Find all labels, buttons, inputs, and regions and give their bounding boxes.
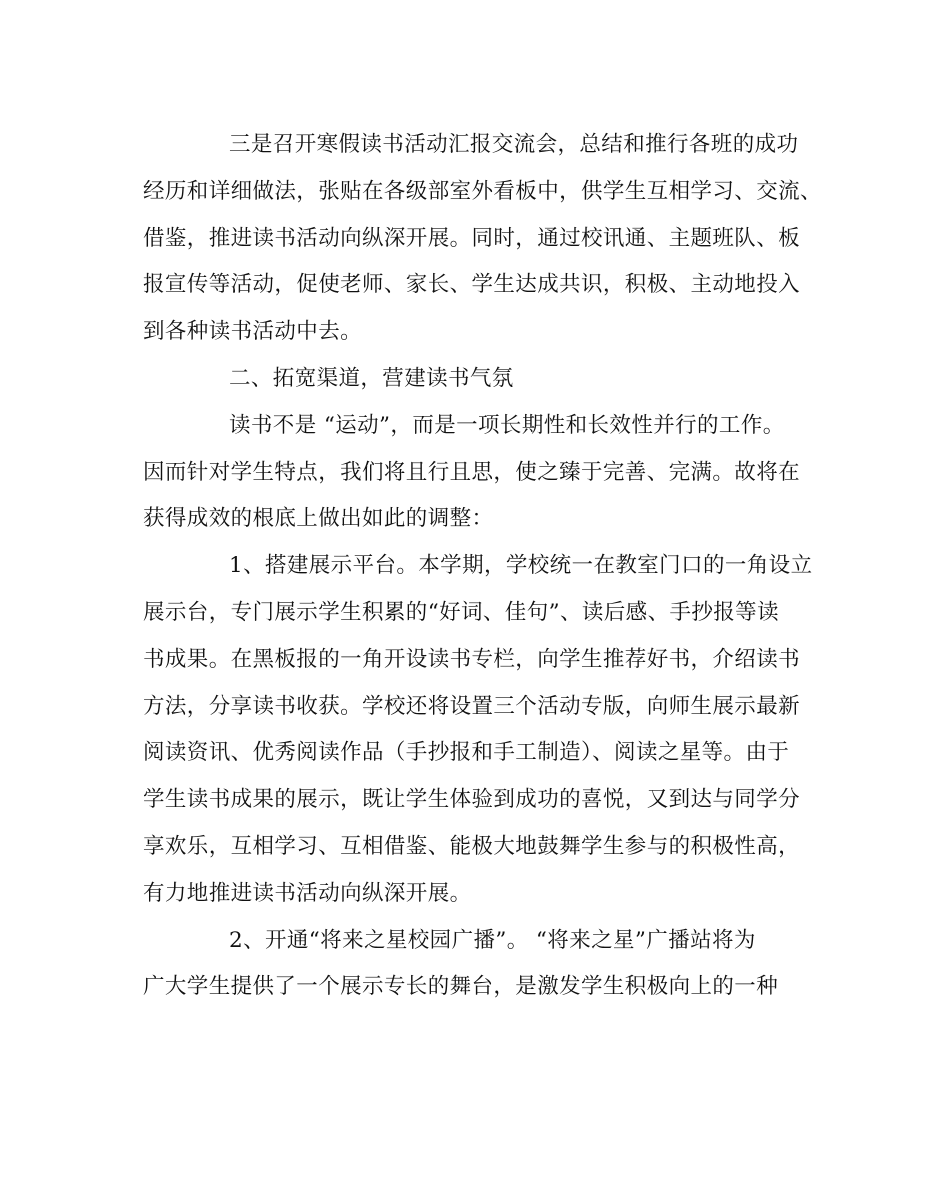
paragraph-line: 书成果。在黑板报的一角开设读书专栏，向学生推荐好书，介绍读书 [143, 646, 801, 672]
paragraph-line: 到各种读书活动中去。 [143, 319, 363, 345]
paragraph-line: 报宣传等活动，促使老师、家长、学生达成共识，积极、主动地投入 [143, 272, 801, 298]
paragraph-line: 借鉴，推进读书活动向纵深开展。同时，通过校讯通、主题班队、板 [143, 225, 801, 251]
paragraph-line: 经历和详细做法，张贴在各级部室外看板中，供学生互相学习、交流、 [143, 178, 822, 204]
paragraph-line: 展示台，专门展示学生积累的“好词、佳句”、读后感、手抄报等读 [143, 599, 779, 625]
paragraph-line: 因而针对学生特点，我们将且行且思，使之臻于完善、完满。故将在 [143, 459, 801, 485]
paragraph-line: 读书不是 “运动”，而是一项长期性和长效性并行的工作。 [229, 412, 785, 438]
section-heading: 二、拓宽渠道，营建读书气氛 [229, 365, 514, 391]
paragraph-line: 1、搭建展示平台。本学期，学校统一在教室门口的一角设立 [229, 553, 813, 579]
document-body [143, 122, 822, 1011]
paragraph-line: 广大学生提供了一个展示专长的舞台，是激发学生积极向上的一种 [143, 974, 779, 1000]
paragraph-line: 享欢乐，互相学习、互相借鉴、能极大地鼓舞学生参与的积极性高， [143, 833, 801, 859]
paragraph-line: 三是召开寒假读书活动汇报交流会，总结和推行各班的成功 [229, 132, 799, 157]
paragraph-line: 2、开通“将来之星校园广播”。 “将来之星”广播站将为 [229, 927, 756, 953]
paragraph-line: 获得成效的根底上做出如此的调整： [143, 506, 494, 532]
paragraph-line: 学生读书成果的展示，既让学生体验到成功的喜悦，又到达与同学分 [143, 787, 801, 813]
paragraph-line: 方法，分享读书收获。学校还将设置三个活动专版，向师生展示最新 [143, 693, 801, 719]
paragraph-line: 阅读资讯、优秀阅读作品（手抄报和手工制造）、阅读之星等。由于 [143, 740, 790, 766]
paragraph-line: 有力地推进读书活动向纵深开展。 [143, 880, 472, 906]
